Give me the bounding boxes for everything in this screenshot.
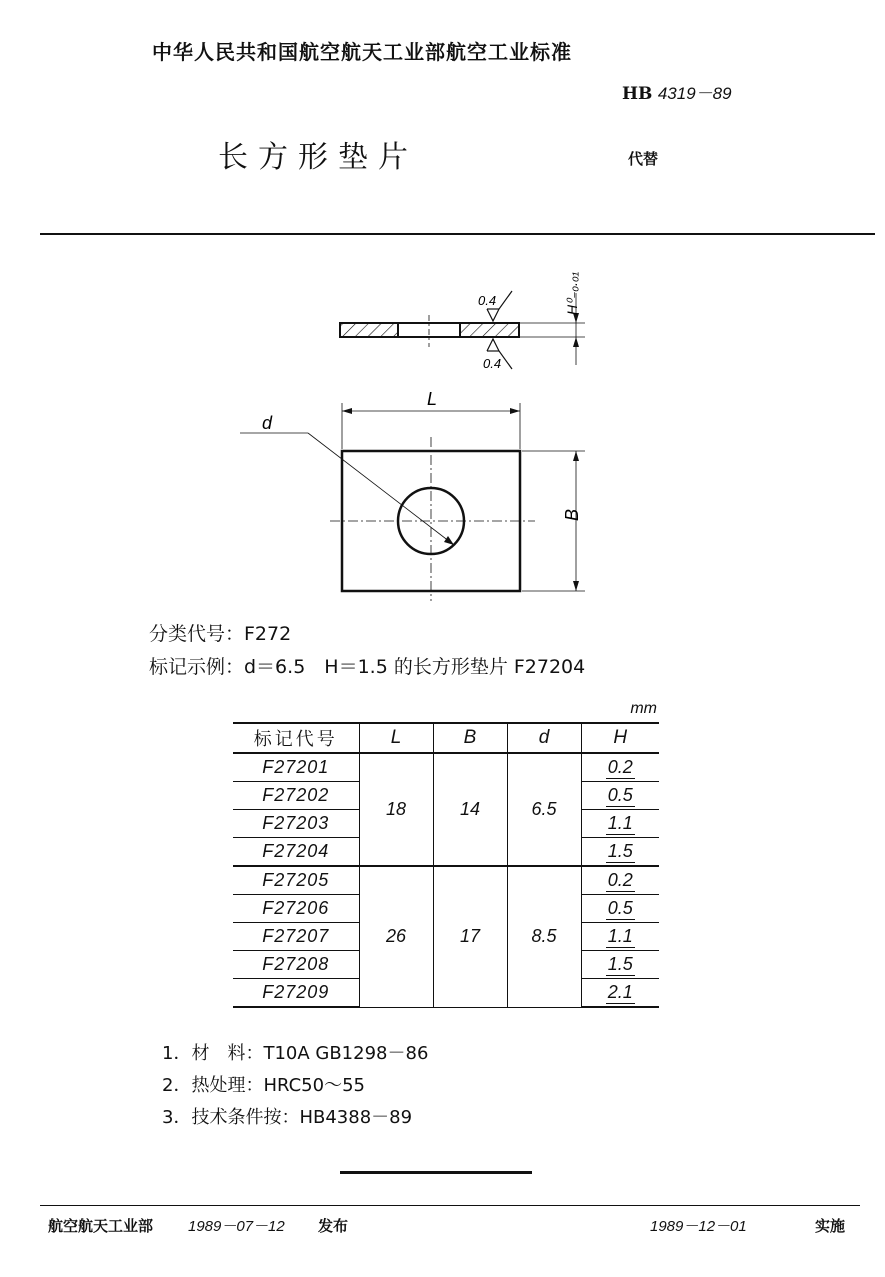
header-H: H	[581, 723, 659, 753]
H-cell: 0.2	[581, 753, 659, 782]
header-code: 标记代号	[233, 723, 359, 753]
L-cell: 26	[359, 866, 433, 1007]
note-material: 1．材 料：T10A GB1298－86	[162, 1043, 429, 1064]
replaces-label: 代替	[628, 150, 659, 168]
code-cell: F27207	[233, 923, 359, 951]
code-cell: F27201	[233, 753, 359, 782]
issued-label: 发布	[318, 1217, 349, 1235]
header-B: B	[433, 723, 507, 753]
H-cell: 1.5	[581, 838, 659, 867]
footer-divider	[40, 1205, 860, 1206]
organization-title: 中华人民共和国航空航天工业部航空工业标准	[152, 40, 572, 64]
B-cell: 17	[433, 866, 507, 1007]
effective-date: 1989－12－01	[650, 1218, 747, 1235]
roughness-top-value: 0.4	[478, 293, 497, 308]
code-cell: F27202	[233, 782, 359, 810]
H-cell: 2.1	[581, 979, 659, 1008]
note-heat-treatment: 2．热处理：HRC50～55	[162, 1075, 365, 1096]
H-cell: 0.2	[581, 866, 659, 895]
H-cell: 1.1	[581, 923, 659, 951]
header-divider	[40, 233, 875, 235]
note-technical-conditions: 3．技术条件按：HB4388－89	[162, 1107, 413, 1128]
table-row	[233, 753, 659, 782]
issue-date: 1989－07－12	[188, 1218, 285, 1235]
H-cell: 1.1	[581, 810, 659, 838]
section-right-part	[460, 323, 519, 337]
issuer: 航空航天工业部	[48, 1217, 154, 1235]
L-cell: 18	[359, 753, 433, 866]
B-cell: 14	[433, 753, 507, 866]
roughness-bottom-value: 0.4	[483, 356, 502, 371]
section-left-part	[340, 323, 398, 337]
header-d: d	[507, 723, 581, 753]
standard-code: 4319－89	[657, 84, 732, 103]
effective-label: 实施	[815, 1217, 846, 1235]
standard-number	[622, 79, 732, 104]
end-mark	[340, 1171, 532, 1174]
width-label: B	[562, 508, 582, 521]
code-cell: F27208	[233, 951, 359, 979]
document-title: 长方形垫片	[218, 140, 418, 175]
diameter-label: d	[262, 413, 273, 433]
table-row	[233, 866, 659, 895]
section-view	[340, 271, 585, 371]
marking-example: 标记示例：d＝6.5 H＝1.5 的长方形垫片 F27204	[149, 656, 586, 678]
table-header-row	[233, 723, 659, 753]
code-cell: F27209	[233, 979, 359, 1008]
d-cell: 6.5	[507, 753, 581, 866]
code-cell: F27203	[233, 810, 359, 838]
washer-drawing	[220, 255, 620, 605]
thickness-label: H⁰₋₀.₀₁	[564, 271, 580, 315]
standard-prefix: HB	[622, 84, 653, 104]
code-cell: F27206	[233, 895, 359, 923]
d-cell: 8.5	[507, 866, 581, 1007]
code-cell: F27205	[233, 866, 359, 895]
length-label: L	[427, 389, 438, 409]
plan-view	[240, 389, 585, 601]
header-L: L	[359, 723, 433, 753]
code-cell: F27204	[233, 838, 359, 867]
H-cell: 0.5	[581, 782, 659, 810]
H-cell: 0.5	[581, 895, 659, 923]
dimension-table	[233, 722, 659, 1008]
unit-label: mm	[630, 700, 657, 717]
H-cell: 1.5	[581, 951, 659, 979]
classification-code: 分类代号：F272	[149, 623, 292, 645]
